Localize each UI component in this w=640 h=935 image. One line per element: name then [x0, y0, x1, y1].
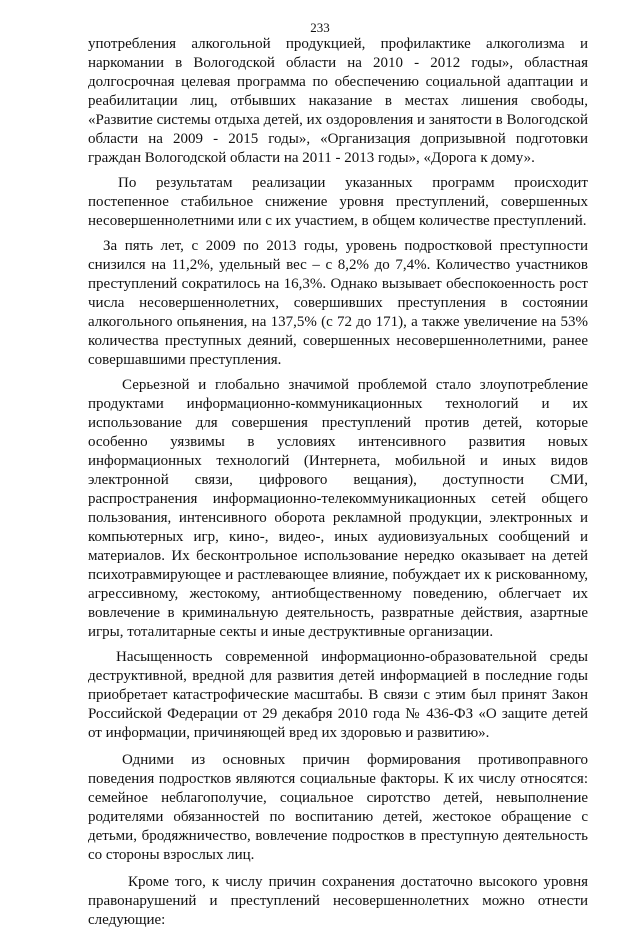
paragraph-information-environment: Насыщенность современной информационно-образовательной среды деструктивной, вредной для развития детей информацией в последние годы приобретает катастрофические масштабы. В связи с этим был принят Закон Российской Федерации от 29 декабря 2010 года № 436-ФЗ «О защите детей от информации, причиняющей вред их здоровью и развитию».: [88, 649, 588, 741]
page-number: 233: [310, 20, 330, 35]
paragraph-crime-statistics: За пять лет, с 2009 по 2013 годы, уровень подростковой преступности снизился на 11,2%, удельный вес – с 8,2% до 7,4%. Количество участников преступлений сократилось на 16,3%. Однако вызывает обеспокоенность рост числа несовершеннолетних, совершивших преступления в состоянии алкогольного опьянения, на 137,5% (с 72 до 171), а также увеличение на 53% количества преступных деяний, совершенных несовершеннолетними, ранее совершавшими преступления.: [88, 238, 588, 368]
paragraph-social-factors: Одними из основных причин формирования противоправного поведения подростков являются социальные факторы. К их числу относятся: семейное неблагополучие, социальное сиротство детей, невыполнение родителями обязанностей по воспитанию детей, жестокое обращение с детьми, бродяжничество, вовлечение подростков в преступную деятельность со стороны взрослых лиц.: [88, 752, 588, 863]
paragraph-other-causes: Кроме того, к числу причин сохранения достаточно высокого уровня правонарушений и преступлений несовершеннолетних можно отнести следующие:: [88, 874, 588, 928]
paragraph-programs-list: употребления алкогольной продукцией, профилактике алкоголизма и наркомании в Вологодской области на 2010 - 2012 годы», областная долгосрочная целевая программа по обеспечению социальной адаптации и реабилитации лиц, отбывших наказание в местах лишения свободы, «Развитие системы отдыха детей, их оздоровления и занятости в Вологодской области на 2009 - 2015 годы», «Организация допризывной подготовки граждан Вологодской области на 2011 - 2013 годы», «Дорога к дому».: [88, 36, 588, 166]
body-text: [88, 35, 588, 935]
paragraph-programs-results: По результатам реализации указанных программ происходит постепенное стабильное снижение уровня преступлений, совершенных несовершеннолетними или с их участием, в общем количестве преступлений.: [88, 175, 588, 229]
paragraph-ict-problem: Серьезной и глобально значимой проблемой стало злоупотребление продуктами информационно-коммуникационных технологий и их использование для совершения преступлений против детей, которые особенно уязвимы в условиях интенсивного развития новых информационных технологий (Интернета, мобильной и иных видов электронной связи, цифрового вещания), доступности СМИ, распространения информационно-телекоммуникационных сетей общего пользования, интенсивного оборота рекламной продукции, электронных и компьютерных игр, кино-, видео-, иных аудиовизуальных сообщений и материалов. Их бесконтрольное использование нередко оказывает на детей психотравмирующее и растлевающее влияние, побуждает их к рискованному, агрессивному, жестокому, антиобщественному поведению, облегчает их вовлечение в криминальную деятельность, развратные действия, азартные игры, тоталитарные секты и иные деструктивные организации.: [88, 377, 588, 640]
